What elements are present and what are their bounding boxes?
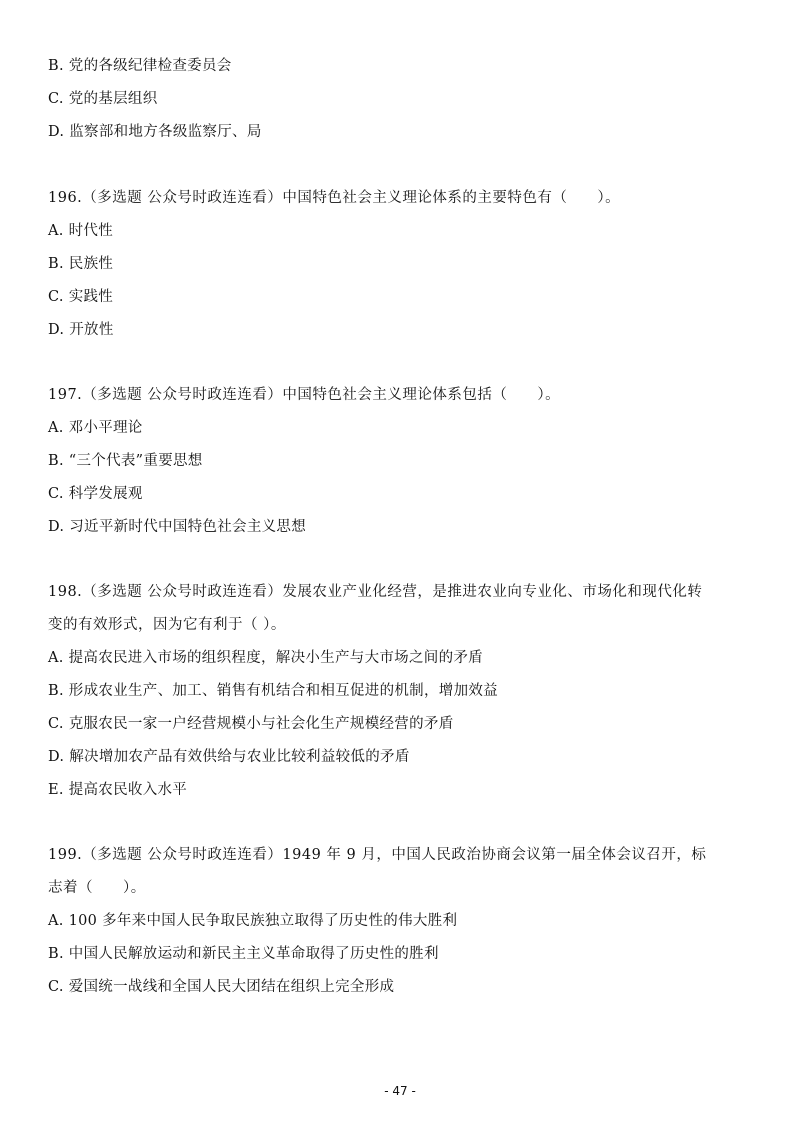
q199-stem-line-2: 志着（ ）。 [48, 880, 146, 896]
q198-option-b: B. 形成农业生产、加工、销售有机结合和相互促进的机制，增加效益 [48, 683, 498, 699]
q198-option-d: D. 解决增加农产品有效供给与农业比较利益较低的矛盾 [48, 749, 410, 765]
q199-option-b: B. 中国人民解放运动和新民主主义革命取得了历史性的胜利 [48, 946, 439, 962]
q199-stem-line-1: 199.（多选题 公众号时政连连看）1949 年 9 月，中国人民政治协商会议第一届全体会议召开，标 [48, 847, 707, 863]
q197-stem: 197.（多选题 公众号时政连连看）中国特色社会主义理论体系包括（ ）。 [48, 387, 561, 403]
q195-option-d: D. 监察部和地方各级监察厅、局 [48, 124, 262, 140]
q198-stem-line-1: 198.（多选题 公众号时政连连看）发展农业产业化经营，是推进农业向专业化、市场化和现代化转 [48, 584, 703, 600]
q198-option-a: A. 提高农民进入市场的组织程度，解决小生产与大市场之间的矛盾 [48, 650, 483, 666]
q199-option-a: A. 100 多年来中国人民争取民族独立取得了历史性的伟大胜利 [48, 913, 458, 929]
q196-option-b: B. 民族性 [48, 256, 114, 272]
q198-option-c: C. 克服农民一家一户经营规模小与社会化生产规模经营的矛盾 [48, 716, 454, 732]
q198-option-e: E. 提高农民收入水平 [48, 782, 188, 798]
q195-option-c: C. 党的基层组织 [48, 91, 158, 107]
q197-option-c: C. 科学发展观 [48, 486, 143, 502]
q197-option-a: A. 邓小平理论 [48, 420, 143, 436]
q197-option-b: B. “三个代表”重要思想 [48, 453, 203, 469]
page-number: - 47 - [384, 1084, 416, 1098]
q196-option-d: D. 开放性 [48, 322, 114, 338]
q196-stem: 196.（多选题 公众号时政连连看）中国特色社会主义理论体系的主要特色有（ ）。 [48, 190, 621, 206]
q199-option-c: C. 爱国统一战线和全国人民大团结在组织上完全形成 [48, 979, 395, 995]
q197-option-d: D. 习近平新时代中国特色社会主义思想 [48, 519, 307, 535]
q196-option-a: A. 时代性 [48, 223, 113, 239]
q198-stem-line-2: 变的有效形式，因为它有利于（ ）。 [48, 617, 286, 633]
q195-option-b: B. 党的各级纪律检查委员会 [48, 58, 232, 74]
q196-option-c: C. 实践性 [48, 289, 114, 305]
